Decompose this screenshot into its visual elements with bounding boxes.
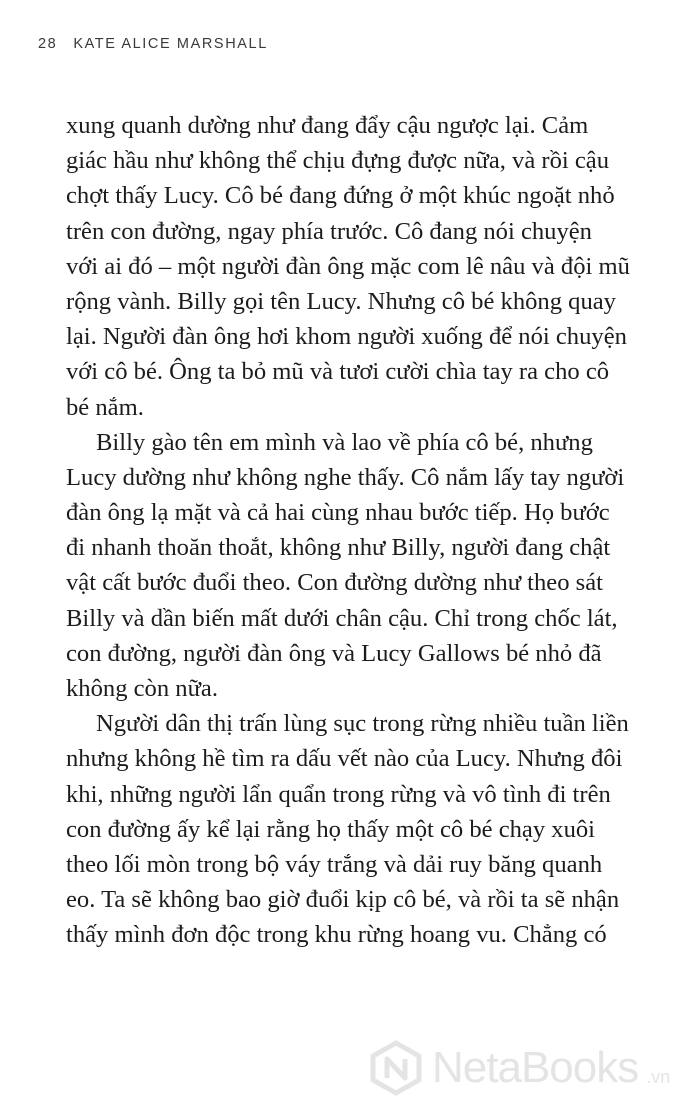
paragraph — [66, 706, 646, 952]
text-line: vật cất bước đuổi theo. Con đường dường như theo sát — [66, 569, 603, 597]
author-name: KATE ALICE MARSHALL — [73, 36, 268, 52]
text-line: con đường, người đàn ông và Lucy Gallows bé nhỏ đã — [66, 639, 602, 667]
text-line: đi nhanh thoăn thoắt, không như Billy, người đang chật — [66, 534, 611, 562]
text-line: rộng vành. Billy gọi tên Lucy. Nhưng cô bé không quay — [66, 287, 616, 315]
text-line: với cô bé. Ông ta bỏ mũ và tươi cười chìa tay ra cho cô — [66, 358, 610, 386]
text-line: lại. Người đàn ông hơi khom người xuống để nói chuyện — [66, 323, 627, 351]
body-text — [66, 108, 646, 953]
text-line: nhưng không hề tìm ra dấu vết nào của Lucy. Nhưng đôi — [66, 745, 623, 773]
text-line: chợt thấy Lucy. Cô bé đang đứng ở một khúc ngoặt nhỏ — [66, 182, 615, 210]
text-line: Người dân thị trấn lùng sục trong rừng nhiều tuần liền — [96, 710, 629, 738]
paragraph — [66, 108, 646, 425]
text-line: theo lối mòn trong bộ váy trắng và dải ruy băng quanh — [66, 850, 603, 878]
text-line: Billy gào tên em mình và lao về phía cô bé, nhưng — [96, 428, 593, 456]
netabooks-logo-icon — [368, 1040, 424, 1096]
watermark-tld: .vn — [646, 1067, 671, 1087]
text-line: với ai đó – một người đàn ông mặc com lê nâu và đội mũ — [66, 252, 630, 280]
text-line: giác hầu như không thể chịu đựng được nữa, và rồi cậu — [66, 147, 610, 175]
text-line: Lucy dường như không nghe thấy. Cô nắm lấy tay người — [66, 463, 625, 491]
watermark — [368, 1040, 670, 1096]
text-line: đàn ông lạ mặt và cả hai cùng nhau bước tiếp. Họ bước — [66, 499, 610, 527]
text-line: trên con đường, ngay phía trước. Cô đang nói chuyện — [66, 217, 592, 245]
text-line: khi, những người lẩn quẩn trong rừng và vô tình đi trên — [66, 780, 611, 808]
text-line: thấy mình đơn độc trong khu rừng hoang vu. Chẳng có — [66, 921, 607, 949]
paragraph — [66, 425, 646, 707]
text-line: không còn nữa. — [66, 675, 218, 702]
text-line: con đường ấy kể lại rằng họ thấy một cô bé chạy xuôi — [66, 815, 595, 843]
text-line: Billy và dần biến mất dưới chân cậu. Chỉ trong chốc lát, — [66, 604, 618, 632]
text-line: bé nắm. — [66, 393, 144, 421]
text-line: eo. Ta sẽ không bao giờ đuổi kịp cô bé, và rồi ta sẽ nhận — [66, 886, 620, 914]
text-line: xung quanh dường như đang đẩy cậu ngược lại. Cảm — [66, 112, 589, 139]
watermark-name: NetaBooks — [432, 1043, 639, 1092]
page-number: 28 — [38, 36, 58, 52]
running-header — [38, 36, 268, 52]
